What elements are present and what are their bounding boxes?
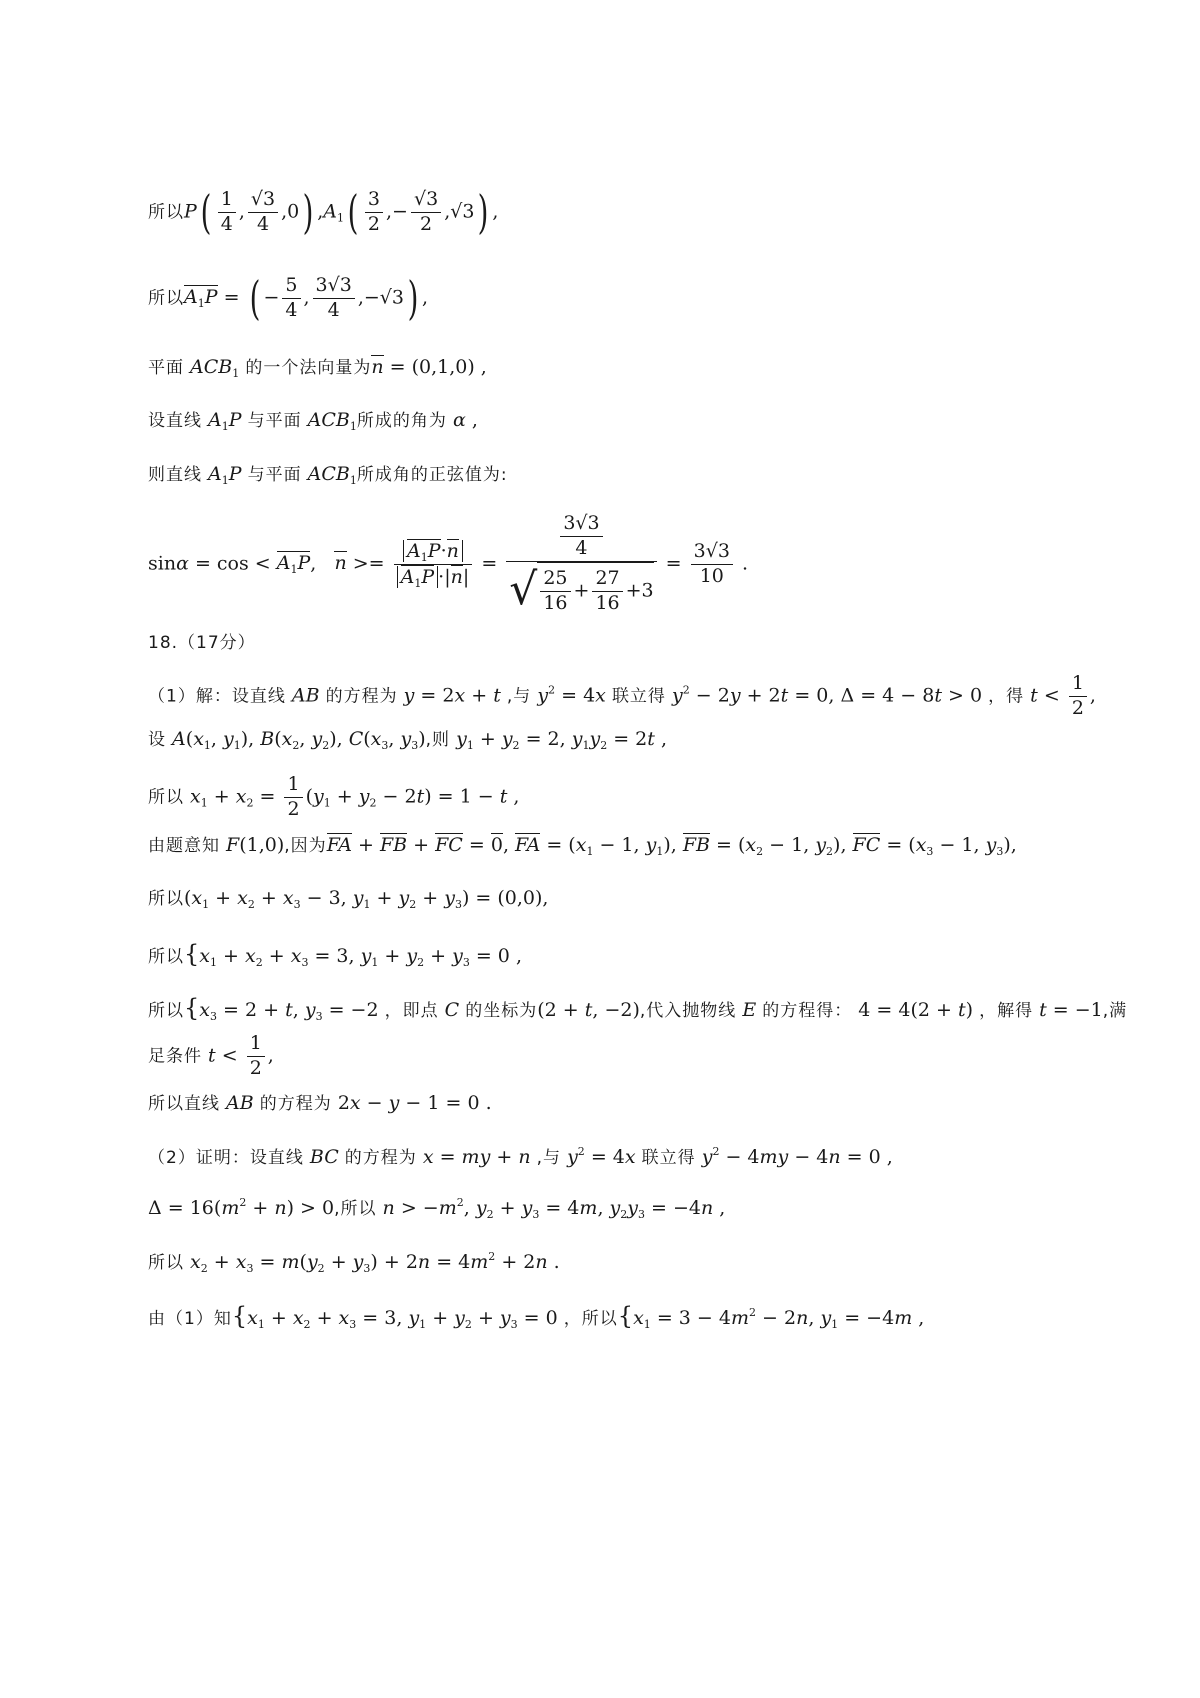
line-points: 设 $A(x_1$, $y_1$), $B(x_2$, $y_2$), $C(x_3$, $y_3$),则 $y_1 + y_2 = 2$, $y_1y_2 = 2t$ , <box>148 728 668 752</box>
line-part2-setup: （2）证明：设直线 BC 的方程为 x = my + n ,与 $y^2 = 4x$ 联立得 $y^2 - 4my - 4n = 0$ , <box>148 1145 893 1168</box>
line-sine-formula: $\sin\alpha = \cos < A_1P$, n >= $\frac{A_1P\cdot n}{A_1P \cdot|n|}$ = $\frac{3√3}{4}$ √ $\frac{25}{16}$ + $\frac{27}{16}$ +3 = $\frac{3√3}{10}$ . <box>148 512 749 615</box>
line-angle-def: 设直线 $A_1P$ 与平面 $ACB_1$所成的角为 α , <box>148 409 478 433</box>
line-a1p-vector: 所以$A_1P$ = ( − $\frac{5}{4}$ , $\frac{3√3}{4}$ ,−√3) , <box>148 271 428 326</box>
line-point-c: 所以{$x_3 = 2 + t$, $y_3 = -2$ ，即点 C 的坐标为(2 + t, −2),代入抛物线 E 的方程得： 4 = 4(2 + t) ，解得 t = −1,满 <box>148 994 1128 1023</box>
line-ab-equation: 所以直线 AB 的方程为 2x − y − 1 = 0 . <box>148 1092 492 1114</box>
line-p-a1-coords: 所以P( $\frac{1}{4}$ , $\frac{√3}{4}$ ,0) $,A_1$( $\frac{3}{2}$ ,− $\frac{√3}{2}$ ,√3) , <box>148 185 499 240</box>
line-x2-x3-sum: 所以 $x_2 + x_3 = m(y_2 + y_3) + 2n = 4m^2 + 2n$ . <box>148 1250 560 1275</box>
line-sine-intro: 则直线 $A_1P$ 与平面 $ACB_1$所成角的正弦值为: <box>148 463 508 487</box>
line-normal-vector: 平面 $ACB_1$ 的一个法向量为n = (0,1,0) , <box>148 356 487 380</box>
line-condition: 足条件 t < $\frac{1}{2}$ , <box>148 1032 274 1079</box>
line-x-sum: 所以 $x_1 + x_2$ = $\frac{1}{2}$ $(y_1 + y_2 - 2t) = 1 - t$ , <box>148 773 520 820</box>
question-18-header: 18.（17分） <box>148 633 256 653</box>
line-sum-zero: 所以($x_1 + x_2 + x_3 - 3$, $y_1 + y_2 + y_3) = (0,0)$, <box>148 887 549 911</box>
line-system-2: 由（1）知{$x_1 + x_2 + x_3 = 3$, $y_1 + y_2 + y_3 = 0$ ，所以{$x_1 = 3 - 4m^2 - 2n$, $y_1 = -4m$ , <box>148 1302 925 1331</box>
line-part1-setup: （1）解：设直线 AB 的方程为 y = 2x + t ,与 $y^2 = 4x$ 联立得 $y^2 - 2y + 2t = 0$, Δ = 4 − 8t > 0 ，得 t < $\frac{1}{2}$ , <box>148 672 1096 719</box>
line-discriminant: $\Delta = 16(m^2 + n) > 0$,所以 $n > -m^2$, $y_2 + y_3 = 4m$, $y_2y_3 = -4n$ , <box>148 1196 726 1221</box>
line-focus-vectors: 由题意知 F(1,0),因为FA + FB + FC = 0, FA = ($x_1 - 1$, $y_1$), FB = ($x_2 - 1$, $y_2$), FC = ($x_3 - 1$, $y_3$), <box>148 834 1017 858</box>
line-system-1: 所以{$x_1 + x_2 + x_3 = 3$, $y_1 + y_2 + y_3 = 0$ , <box>148 940 522 969</box>
